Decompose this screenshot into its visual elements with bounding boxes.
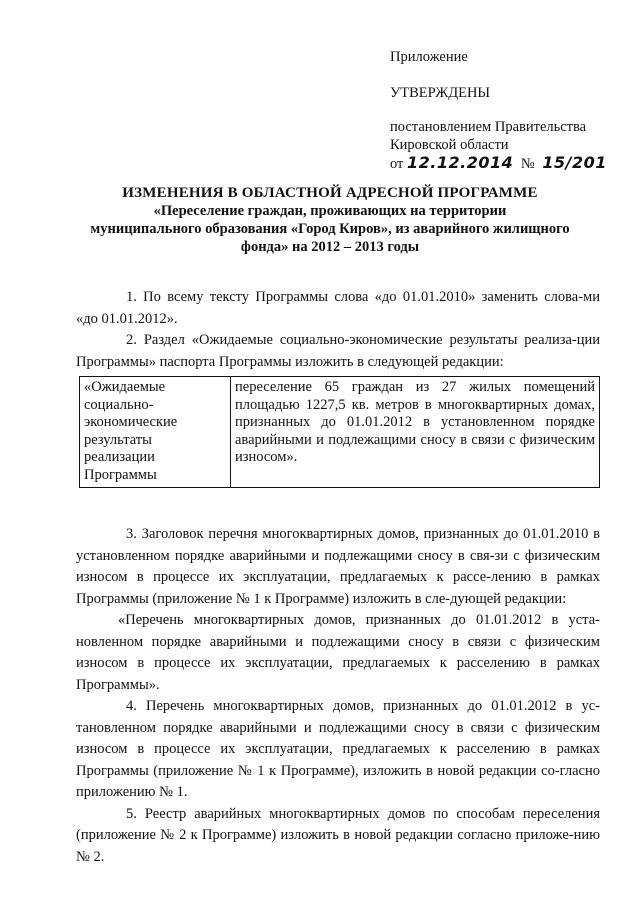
approval-date-line (390, 154, 620, 173)
appendix-label: Приложение (390, 49, 468, 65)
approved-label: УТВЕРЖДЕНЫ (390, 85, 491, 101)
document-body (76, 287, 600, 868)
table-cell-left: «Ожидаемые социально-экономические результаты реализации Программы (80, 377, 231, 488)
title-line-1: ИЗМЕНЕНИЯ В ОБЛАСТНОЙ АДРЕСНОЙ ПРОГРАММЕ (122, 185, 538, 201)
paragraph-5: 5. Реестр аварийных многоквартирных домов по способам переселения (приложение № 2 к Программе) изложить в новой редакции согласно приложе-нию № 2. (76, 805, 600, 865)
document-title (70, 184, 590, 256)
handwritten-number: 15/201 (542, 153, 607, 172)
approval-block (390, 48, 620, 173)
paragraph-4: 4. Перечень многоквартирных домов, признанных до 01.01.2012 в ус-тановленном порядке аварийными и подлежащими сносу в связи с физическим износом в процессе их эксплуатации, предлагаемых к расселению в рамках Программы (приложение № 1 к Программе), изложить в новой редакции со-гласно приложению № 1. (76, 698, 600, 800)
approval-line-1: постановлением Правительства (390, 119, 587, 135)
title-line-4: фонда» на 2012 – 2013 годы (240, 239, 420, 255)
table-cell-right: переселение 65 граждан из 27 жилых помещений площадью 1227,5 кв. метров в многоквартирных домах, признанных до 01.01.2012 в установленном порядке аварийными и подлежащими сносу в связи с физическим износом». (231, 377, 600, 488)
paragraph-3-quote: «Перечень многоквартирных домов, признанных до 01.01.2012 в уста-новленном порядке аварийными и подлежащими сносу в связи с физическим износом в процессе их эксплуатации, предлагаемых к расселению в рамках Программы». (76, 612, 600, 693)
paragraph-3: 3. Заголовок перечня многоквартирных домов, признанных до 01.01.2010 в установленном порядке аварийными и подлежащими сносу в свя-зи с физическим износом в процессе их эксплуатации, предлагаемых к рассе-лению в рамках Программы (приложение № 1 к Программе) изложить в сле-дующей редакции: (76, 526, 600, 607)
results-table (79, 376, 600, 488)
title-line-2: «Переселение граждан, проживающих на территории (153, 203, 507, 219)
from-label: от (390, 156, 404, 172)
approval-line-2: Кировской области (390, 137, 509, 153)
number-label: № (520, 156, 535, 172)
table-row (80, 377, 600, 488)
handwritten-date: 12.12.2014 (407, 153, 514, 172)
paragraph-2: 2. Раздел «Ожидаемые социально-экономические результаты реализа-ции Программы» паспорта Программы изложить в следующей редакции: (76, 332, 600, 370)
title-line-3: муниципального образования «Город Киров», из аварийного жилищного (90, 221, 570, 237)
paragraph-1: 1. По всему тексту Программы слова «до 01.01.2010» заменить слова-ми «до 01.01.2012». (76, 289, 600, 327)
